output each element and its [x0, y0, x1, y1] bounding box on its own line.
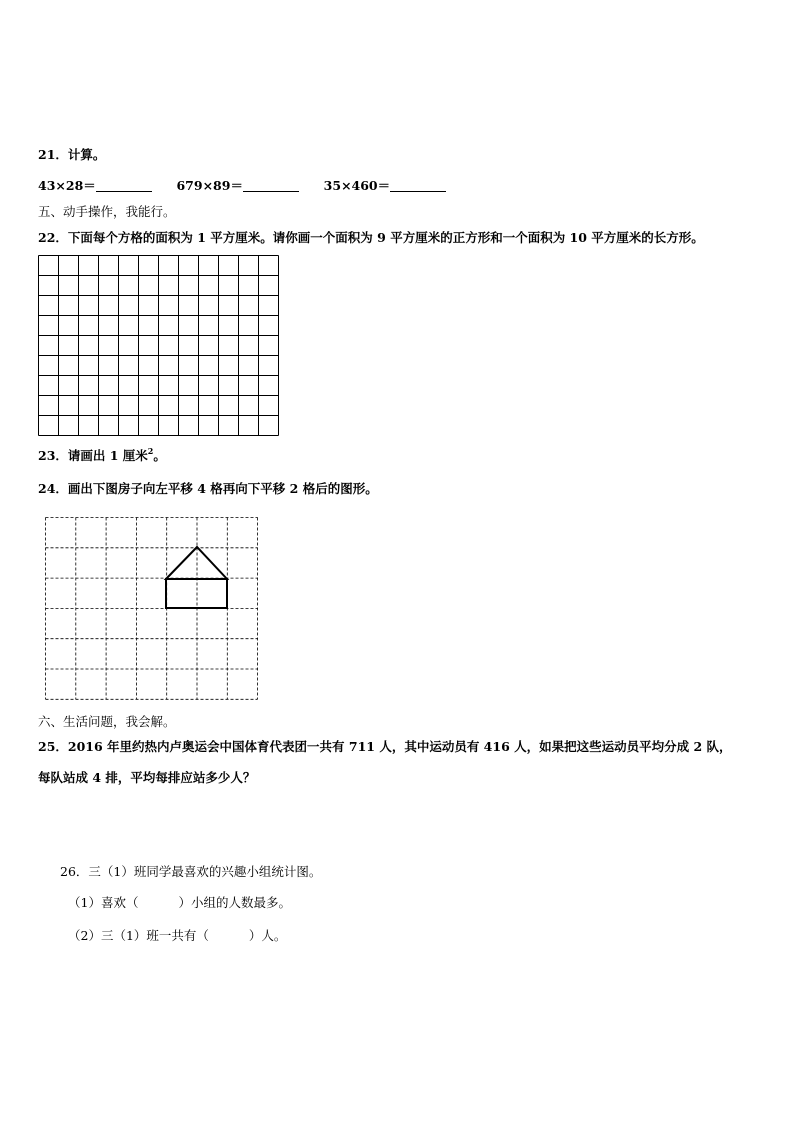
q23-text [38, 448, 166, 464]
q26-sub1 [68, 895, 291, 911]
q22-text: 22．下面每个方格的面积为 1 平方厘米。请你画一个面积为 9 平方厘米的正方形和一个面积为 10 平方厘米的长方形。 [38, 230, 704, 245]
q26-sub1-suffix: ）小组的人数最多。 [178, 895, 291, 910]
q26-title: 26．三（1）班同学最喜欢的兴趣小组统计图。 [60, 864, 322, 879]
q26-sub1-prefix: （1）喜欢（ [68, 895, 139, 910]
q21-expressions [38, 178, 446, 194]
q21-expr3: 35×460＝ [323, 178, 391, 193]
house-shape [166, 547, 227, 608]
answer-blank-1[interactable] [96, 179, 152, 192]
house-body [166, 579, 227, 608]
square-grid[interactable] [38, 255, 280, 437]
q23-end: 。 [153, 448, 166, 463]
q25-line1: 25．2016 年里约热内卢奥运会中国体育代表团一共有 711 人，其中运动员有 416 人，如果把这些运动员平均分成 2 队， [38, 739, 732, 754]
answer-blank-2[interactable] [243, 179, 299, 192]
q21-expr2: 679×89＝ [176, 178, 243, 193]
q26-sub2-prefix: （2）三（1）班一共有（ [68, 928, 209, 943]
dashed-grid[interactable] [45, 517, 259, 701]
q23-superscript: 2 [147, 446, 154, 456]
q24-text: 24．画出下图房子向左平移 4 格再向下平移 2 格后的图形。 [38, 481, 378, 496]
answer-blank-3[interactable] [390, 179, 446, 192]
q21-expr1: 43×28＝ [38, 178, 96, 193]
house-roof [166, 547, 227, 579]
q26-sub2 [68, 928, 286, 944]
q23-label: 23．请画出 1 厘米 [38, 448, 148, 463]
section6-heading: 六、生活问题，我会解。 [38, 714, 176, 729]
section5-heading: 五、动手操作，我能行。 [38, 204, 176, 219]
q25-line2: 每队站成 4 排，平均每排应站多少人？ [38, 770, 256, 785]
q26-sub2-suffix: ）人。 [248, 928, 287, 943]
q21-title: 21．计算。 [38, 147, 106, 162]
